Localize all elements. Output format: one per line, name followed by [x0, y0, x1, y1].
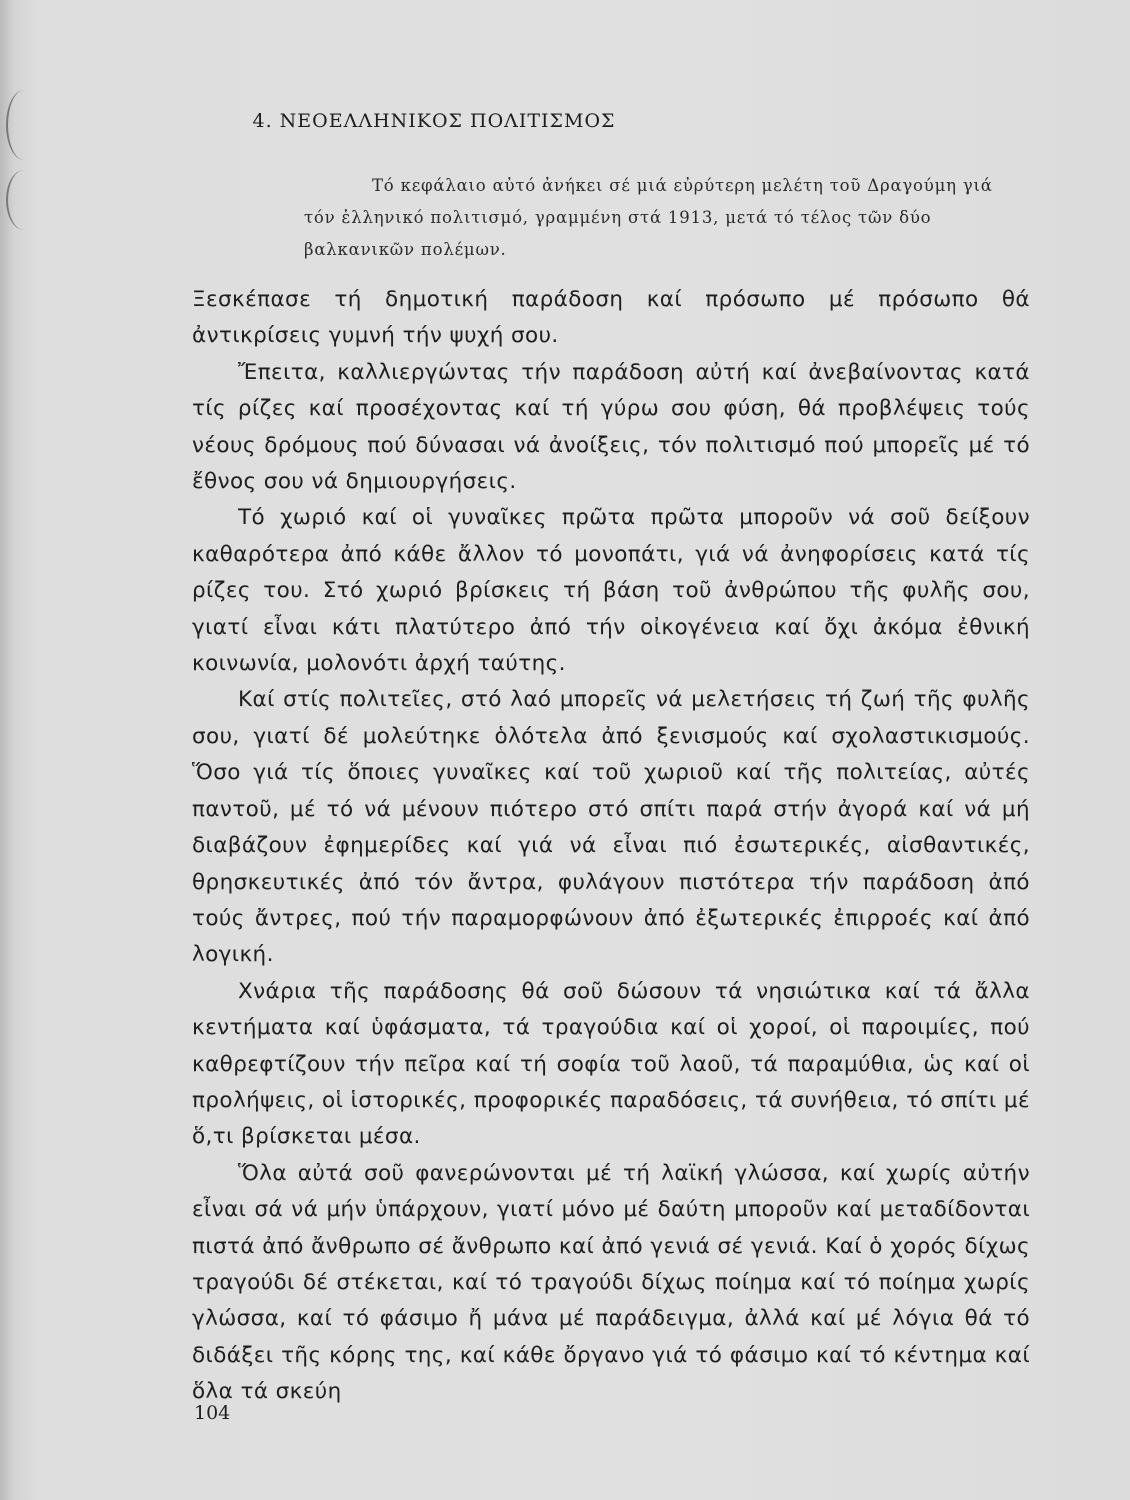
paragraph: Ἔπειτα, καλλιεργώντας τήν παράδοση αὐτή καί ἀνεβαίνοντας κατά τίς ρίζες καί προσέχοντας καί τή γύρω σου φύση, θά προβλέψεις τούς νέους δρόμους πού δύνασαι νά ἀνοίξεις, τόν πολιτισμό πού μπορεῖς μέ τό ἔθνος σου νά δημιουργήσεις. [192, 359, 1030, 495]
page-number: 104 [194, 1402, 231, 1424]
chapter-title: 4. ΝΕΟΕΛΛΗΝΙΚΟΣ ΠΟΛΙΤΙΣΜΟΣ [252, 110, 616, 132]
paragraph: Καί στίς πολιτεῖες, στό λαό μπορεῖς νά μελετήσεις τή ζωή τῆς φυλῆς σου, γιατί δέ μολεύτηκε ὁλότελα ἀπό ξενισμούς καί σχολαστικισμούς. Ὅσο γιά τίς ὅποιες γυναῖκες καί τοῦ χωριοῦ καί τῆς πολιτείας, αὐτές παντοῦ, μέ τό νά μένουν πιότερο στό σπίτι παρά στήν ἀγορά καί νά μή διαβάζουν ἐφημερίδες καί γιά νά εἶναι πιό ἐσωτερικές, αἰσθαντικές, θρησκευτικές ἀπό τόν ἄντρα, φυλάγουν πιστότερα τήν παράδοση ἀπό τούς ἄντρες, πού τήν παραμορφώνουν ἀπό ἐξωτερικές ἐπιρροές καί ἀπό λογική. [192, 687, 1030, 968]
body-text [192, 282, 1030, 1411]
paragraph: Χνάρια τῆς παράδοσης θά σοῦ δώσουν τά νησιώτικα καί τά ἄλλα κεντήματα καί ὑφάσματα, τά τραγούδια καί οἱ χοροί, οἱ παροιμίες, πού καθρεφτίζουν τήν πεῖρα καί τή σοφία τοῦ λαοῦ, τά παραμύθια, ὡς καί οἱ προλήψεις, οἱ ἱστορικές, προφορικές παραδόσεις, τά συνήθεια, τό σπίτι μέ ὅ,τι βρίσκεται μέσα. [192, 978, 1030, 1150]
paragraph: Ὅλα αὐτά σοῦ φανερώνονται μέ τή λαϊκή γλώσσα, καί χωρίς αὐτήν εἶναι σά νά μήν ὑπάρχουν, γιατί μόνο μέ δαύτη μποροῦν καί μεταδίδονται πιστά ἀπό ἄνθρωπο σέ ἄνθρωπο καί ἀπό γενιά σέ γενιά. Καί ὁ χορός δίχως τραγούδι δέ στέκεται, καί τό τραγούδι δίχως ποίημα καί τό ποίημα χωρίς γλώσσα, καί τό φάσιμο ἤ μάνα μέ παράδειγμα, ἀλλά καί μέ λόγια θά τό διδάξει τῆς κόρης της, καί κάθε ὄργανο γιά τό φάσιμο καί τό κέντημα καί ὅλα τά σκεύη [192, 1160, 1030, 1405]
margin-pencil-mark [6, 90, 42, 160]
paragraph: Τό χωριό καί οἱ γυναῖκες πρῶτα πρῶτα μποροῦν νά σοῦ δείξουν καθαρότερα ἀπό κάθε ἄλλον τό μονοπάτι, γιά νά ἀνηφορίσεις κατά τίς ρίζες του. Στό χωριό βρίσκεις τή βάση τοῦ ἀνθρώπου τῆς φυλῆς σου, γιατί εἶναι κάτι πλατύτερο ἀπό τήν οἰκογένεια καί ὄχι ἀκόμα ἐθνική κοινωνία, μολονότι ἀρχή ταύτης. [192, 505, 1030, 677]
chapter-intro [304, 170, 1024, 266]
margin-pencil-mark [6, 170, 42, 230]
paragraph: Ξεσκέπασε τή δημοτική παράδοση καί πρόσωπο μέ πρόσωπο θά ἀντικρίσεις γυμνή τήν ψυχή σου. [192, 287, 1030, 349]
chapter-intro-text: Τό κεφάλαιο αὐτό ἀνήκει σέ μιά εὐρύτερη μελέτη τοῦ Δραγούμη γιά τόν ἑλληνικό πολιτισμό, γραμμένη στά 1913, μετά τό τέλος τῶν δύο βαλκανικῶν πολέμων. [304, 176, 993, 259]
